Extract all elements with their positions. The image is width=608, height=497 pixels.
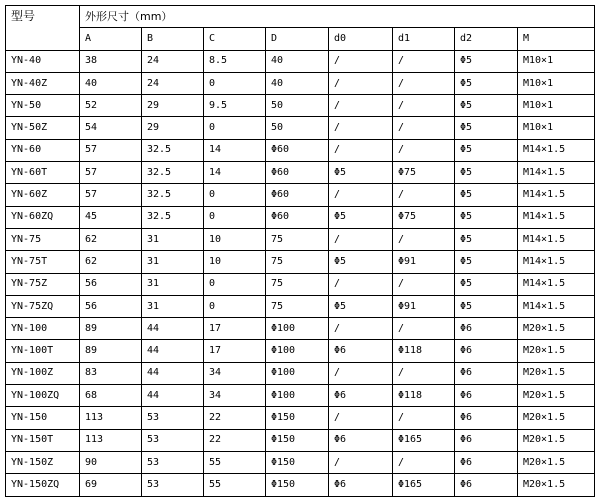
- cell-a: 68: [80, 385, 142, 407]
- cell-d: Φ60: [266, 162, 329, 184]
- column-header-d1: d1: [393, 28, 455, 50]
- cell-m: M14×1.5: [518, 206, 595, 228]
- cell-d0: /: [329, 318, 393, 340]
- cell-d1: /: [393, 50, 455, 72]
- model-cell: YN-50Z: [6, 117, 80, 139]
- cell-d2: Φ6: [455, 451, 518, 473]
- cell-d: 50: [266, 117, 329, 139]
- cell-c: 55: [204, 451, 266, 473]
- cell-b: 31: [142, 295, 204, 317]
- cell-d1: Φ91: [393, 251, 455, 273]
- cell-d0: /: [329, 72, 393, 94]
- cell-b: 24: [142, 50, 204, 72]
- cell-m: M10×1: [518, 72, 595, 94]
- cell-m: M20×1.5: [518, 451, 595, 473]
- cell-a: 62: [80, 251, 142, 273]
- cell-c: 0: [204, 295, 266, 317]
- cell-d0: /: [329, 362, 393, 384]
- cell-c: 34: [204, 362, 266, 384]
- cell-c: 0: [204, 273, 266, 295]
- table-row: [6, 184, 595, 206]
- cell-m: M20×1.5: [518, 362, 595, 384]
- column-header-b: B: [142, 28, 204, 50]
- table-row: [6, 340, 595, 362]
- cell-b: 44: [142, 340, 204, 362]
- cell-d1: Φ91: [393, 295, 455, 317]
- cell-d0: Φ5: [329, 162, 393, 184]
- cell-d: 75: [266, 228, 329, 250]
- table-row: [6, 407, 595, 429]
- cell-m: M14×1.5: [518, 251, 595, 273]
- cell-d0: Φ6: [329, 385, 393, 407]
- cell-d1: Φ118: [393, 385, 455, 407]
- cell-d0: /: [329, 139, 393, 161]
- cell-m: M14×1.5: [518, 273, 595, 295]
- model-cell: YN-75ZQ: [6, 295, 80, 317]
- table-row: [6, 95, 595, 117]
- cell-c: 9.5: [204, 95, 266, 117]
- cell-d0: /: [329, 407, 393, 429]
- cell-a: 83: [80, 362, 142, 384]
- table-row: [6, 318, 595, 340]
- table-row: [6, 228, 595, 250]
- table-row: [6, 72, 595, 94]
- cell-d2: Φ6: [455, 362, 518, 384]
- cell-d1: Φ118: [393, 340, 455, 362]
- cell-d1: /: [393, 184, 455, 206]
- cell-m: M10×1: [518, 50, 595, 72]
- model-cell: YN-60: [6, 139, 80, 161]
- cell-d: Φ60: [266, 206, 329, 228]
- cell-d0: /: [329, 451, 393, 473]
- cell-b: 29: [142, 117, 204, 139]
- cell-d2: Φ6: [455, 407, 518, 429]
- cell-m: M20×1.5: [518, 407, 595, 429]
- cell-d2: Φ6: [455, 474, 518, 496]
- cell-d: 75: [266, 295, 329, 317]
- column-header-m: M: [518, 28, 595, 50]
- cell-a: 90: [80, 451, 142, 473]
- cell-m: M10×1: [518, 95, 595, 117]
- cell-d: Φ150: [266, 407, 329, 429]
- cell-b: 31: [142, 273, 204, 295]
- model-cell: YN-40Z: [6, 72, 80, 94]
- cell-c: 14: [204, 139, 266, 161]
- column-header-c: C: [204, 28, 266, 50]
- cell-d1: Φ165: [393, 474, 455, 496]
- cell-b: 44: [142, 362, 204, 384]
- cell-d0: Φ6: [329, 340, 393, 362]
- header-row: [6, 6, 595, 28]
- cell-d1: Φ165: [393, 429, 455, 451]
- cell-a: 54: [80, 117, 142, 139]
- cell-a: 52: [80, 95, 142, 117]
- column-header-d2: d2: [455, 28, 518, 50]
- dimension-column-header: 外形尺寸（mm）: [80, 6, 595, 28]
- table-body: [6, 50, 595, 496]
- model-cell: YN-75: [6, 228, 80, 250]
- cell-d2: Φ5: [455, 251, 518, 273]
- cell-d1: /: [393, 318, 455, 340]
- cell-c: 17: [204, 318, 266, 340]
- column-header-d0: d0: [329, 28, 393, 50]
- cell-c: 0: [204, 206, 266, 228]
- cell-d0: /: [329, 273, 393, 295]
- table-row: [6, 117, 595, 139]
- cell-m: M14×1.5: [518, 162, 595, 184]
- cell-a: 113: [80, 407, 142, 429]
- cell-m: M20×1.5: [518, 340, 595, 362]
- cell-d2: Φ5: [455, 139, 518, 161]
- cell-a: 45: [80, 206, 142, 228]
- cell-b: 32.5: [142, 206, 204, 228]
- table-row: [6, 385, 595, 407]
- cell-d2: Φ5: [455, 206, 518, 228]
- cell-d2: Φ6: [455, 340, 518, 362]
- cell-a: 89: [80, 340, 142, 362]
- table-row: [6, 50, 595, 72]
- cell-d: Φ100: [266, 385, 329, 407]
- cell-d0: Φ5: [329, 295, 393, 317]
- cell-d: 75: [266, 273, 329, 295]
- cell-d2: Φ5: [455, 117, 518, 139]
- cell-m: M20×1.5: [518, 385, 595, 407]
- cell-d1: /: [393, 139, 455, 161]
- cell-b: 53: [142, 474, 204, 496]
- model-cell: YN-150Z: [6, 451, 80, 473]
- cell-a: 57: [80, 184, 142, 206]
- column-header-d: D: [266, 28, 329, 50]
- cell-d: 40: [266, 72, 329, 94]
- cell-d2: Φ6: [455, 429, 518, 451]
- cell-a: 56: [80, 273, 142, 295]
- cell-c: 34: [204, 385, 266, 407]
- cell-b: 24: [142, 72, 204, 94]
- cell-d2: Φ5: [455, 228, 518, 250]
- cell-d0: Φ5: [329, 251, 393, 273]
- cell-b: 29: [142, 95, 204, 117]
- cell-d0: /: [329, 50, 393, 72]
- cell-m: M20×1.5: [518, 474, 595, 496]
- cell-d1: /: [393, 273, 455, 295]
- cell-a: 69: [80, 474, 142, 496]
- cell-c: 0: [204, 72, 266, 94]
- cell-d: Φ100: [266, 362, 329, 384]
- cell-c: 10: [204, 251, 266, 273]
- cell-d: Φ60: [266, 184, 329, 206]
- cell-d1: /: [393, 72, 455, 94]
- cell-c: 22: [204, 429, 266, 451]
- cell-a: 57: [80, 139, 142, 161]
- cell-d: Φ100: [266, 318, 329, 340]
- subheader-row: [6, 28, 595, 50]
- model-cell: YN-40: [6, 50, 80, 72]
- cell-d0: Φ6: [329, 474, 393, 496]
- cell-a: 57: [80, 162, 142, 184]
- cell-m: M10×1: [518, 117, 595, 139]
- cell-c: 0: [204, 117, 266, 139]
- model-cell: YN-75Z: [6, 273, 80, 295]
- cell-d1: /: [393, 228, 455, 250]
- model-cell: YN-50: [6, 95, 80, 117]
- model-cell: YN-100T: [6, 340, 80, 362]
- table-row: [6, 273, 595, 295]
- cell-c: 8.5: [204, 50, 266, 72]
- cell-b: 31: [142, 228, 204, 250]
- cell-d: Φ60: [266, 139, 329, 161]
- cell-d0: /: [329, 117, 393, 139]
- cell-d2: Φ5: [455, 162, 518, 184]
- table-row: [6, 362, 595, 384]
- cell-d0: /: [329, 228, 393, 250]
- table-row: [6, 429, 595, 451]
- cell-d2: Φ6: [455, 318, 518, 340]
- model-cell: YN-100Z: [6, 362, 80, 384]
- cell-m: M14×1.5: [518, 228, 595, 250]
- cell-d: Φ100: [266, 340, 329, 362]
- cell-d: Φ150: [266, 451, 329, 473]
- cell-d1: /: [393, 362, 455, 384]
- cell-b: 32.5: [142, 184, 204, 206]
- cell-d0: Φ5: [329, 206, 393, 228]
- cell-d2: Φ5: [455, 184, 518, 206]
- cell-c: 14: [204, 162, 266, 184]
- cell-d: 75: [266, 251, 329, 273]
- cell-c: 17: [204, 340, 266, 362]
- cell-d: Φ150: [266, 474, 329, 496]
- column-header-a: A: [80, 28, 142, 50]
- cell-b: 44: [142, 318, 204, 340]
- cell-b: 31: [142, 251, 204, 273]
- cell-d: 40: [266, 50, 329, 72]
- cell-a: 89: [80, 318, 142, 340]
- model-cell: YN-100: [6, 318, 80, 340]
- spec-table: [5, 5, 595, 497]
- model-cell: YN-60ZQ: [6, 206, 80, 228]
- cell-d: 50: [266, 95, 329, 117]
- cell-m: M14×1.5: [518, 295, 595, 317]
- cell-d2: Φ5: [455, 72, 518, 94]
- table-row: [6, 474, 595, 496]
- cell-d0: Φ6: [329, 429, 393, 451]
- cell-m: M14×1.5: [518, 139, 595, 161]
- cell-c: 22: [204, 407, 266, 429]
- table-row: [6, 295, 595, 317]
- model-column-header: 型号: [6, 6, 80, 51]
- cell-c: 0: [204, 184, 266, 206]
- model-cell: YN-100ZQ: [6, 385, 80, 407]
- model-cell: YN-150ZQ: [6, 474, 80, 496]
- cell-b: 32.5: [142, 162, 204, 184]
- model-cell: YN-60T: [6, 162, 80, 184]
- cell-a: 62: [80, 228, 142, 250]
- cell-b: 53: [142, 451, 204, 473]
- cell-d0: /: [329, 184, 393, 206]
- table-row: [6, 162, 595, 184]
- cell-a: 113: [80, 429, 142, 451]
- model-cell: YN-60Z: [6, 184, 80, 206]
- table-row: [6, 139, 595, 161]
- cell-d1: /: [393, 407, 455, 429]
- table-row: [6, 206, 595, 228]
- cell-d2: Φ5: [455, 95, 518, 117]
- cell-m: M20×1.5: [518, 429, 595, 451]
- cell-a: 56: [80, 295, 142, 317]
- cell-m: M14×1.5: [518, 184, 595, 206]
- cell-d1: /: [393, 117, 455, 139]
- cell-c: 10: [204, 228, 266, 250]
- cell-d1: Φ75: [393, 162, 455, 184]
- table-row: [6, 251, 595, 273]
- model-cell: YN-150: [6, 407, 80, 429]
- cell-d: Φ150: [266, 429, 329, 451]
- cell-d1: /: [393, 451, 455, 473]
- cell-d0: /: [329, 95, 393, 117]
- model-cell: YN-150T: [6, 429, 80, 451]
- cell-d2: Φ5: [455, 50, 518, 72]
- table-row: [6, 451, 595, 473]
- cell-b: 32.5: [142, 139, 204, 161]
- cell-b: 44: [142, 385, 204, 407]
- cell-b: 53: [142, 429, 204, 451]
- cell-d2: Φ5: [455, 295, 518, 317]
- cell-d1: Φ75: [393, 206, 455, 228]
- cell-d2: Φ6: [455, 385, 518, 407]
- cell-a: 38: [80, 50, 142, 72]
- model-cell: YN-75T: [6, 251, 80, 273]
- cell-m: M20×1.5: [518, 318, 595, 340]
- cell-d2: Φ5: [455, 273, 518, 295]
- cell-c: 55: [204, 474, 266, 496]
- cell-b: 53: [142, 407, 204, 429]
- cell-d1: /: [393, 95, 455, 117]
- cell-a: 40: [80, 72, 142, 94]
